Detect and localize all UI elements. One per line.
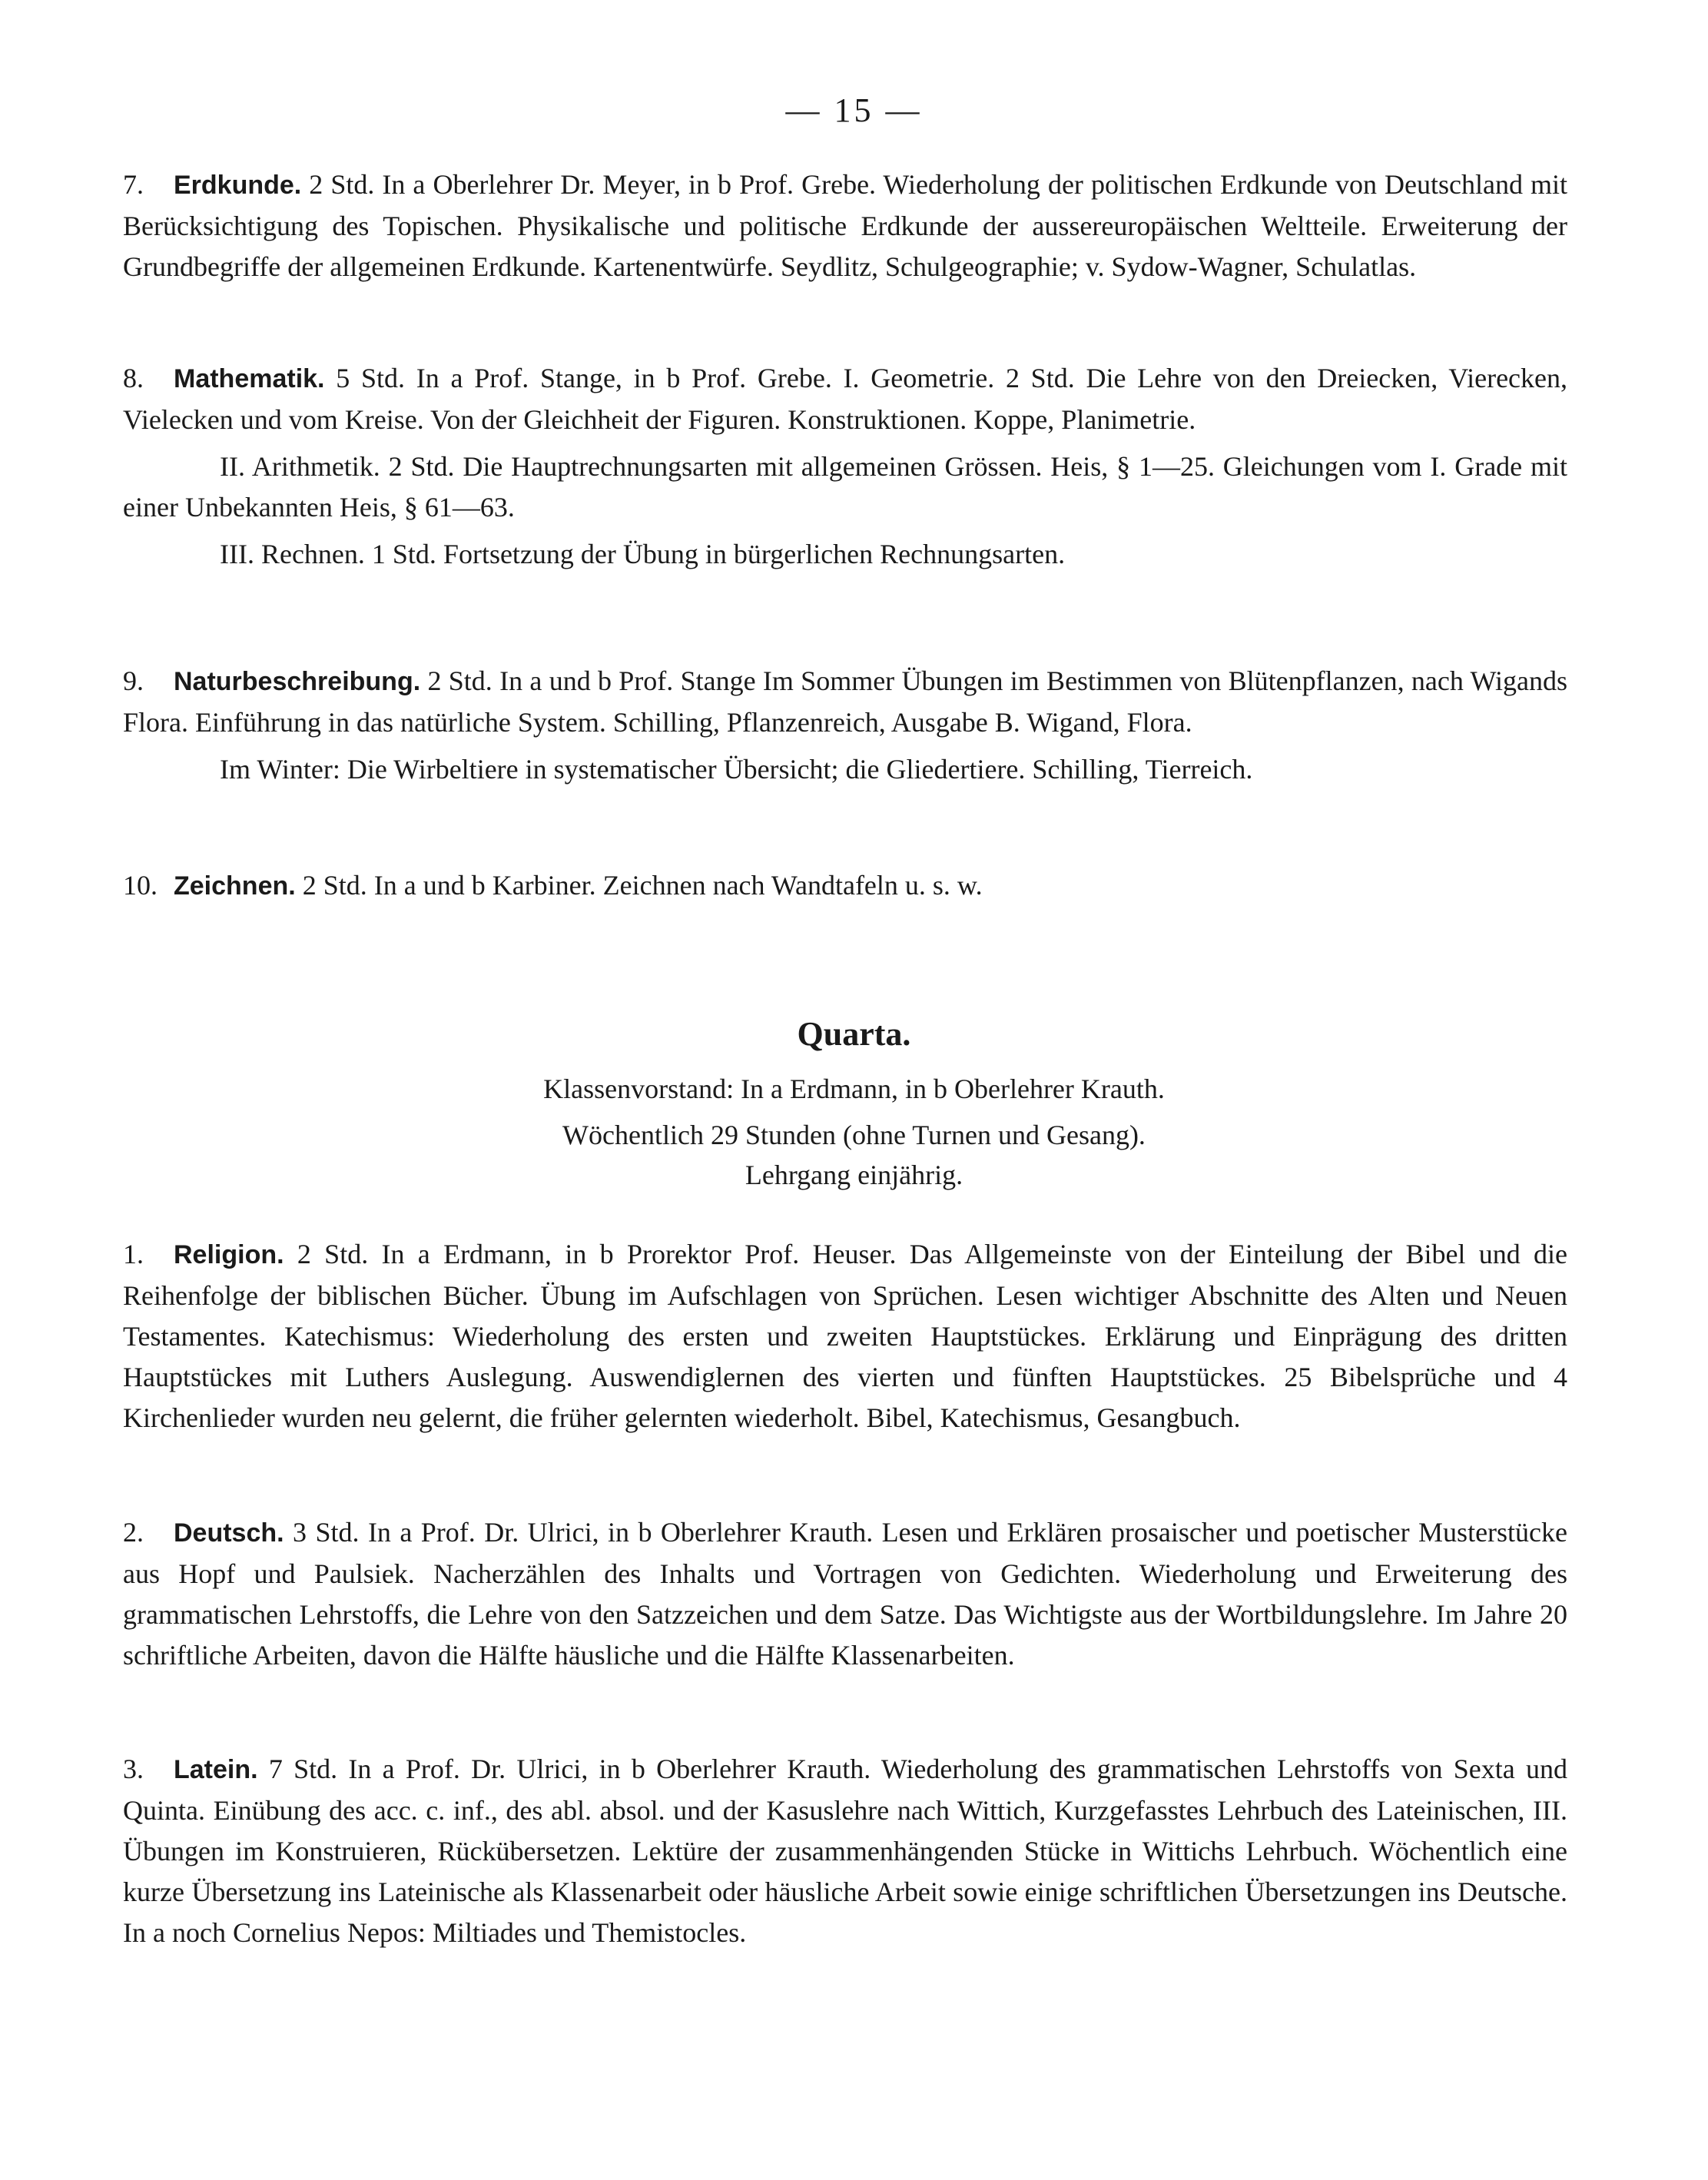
subject-hours: 3 Std. (293, 1517, 360, 1548)
entry-number: 1. (123, 1239, 144, 1269)
entry-number: 7. (123, 169, 144, 200)
subject-hours: 2 Std. (297, 1239, 369, 1269)
klassenvorstand-line: Klassenvorstand: In a Erdmann, in b Oberlehrer Krauth. (543, 1073, 1165, 1104)
subject-title: Zeichnen. (174, 871, 296, 901)
subject-entry-latein (123, 1749, 1567, 1953)
entry-number: 8. (123, 363, 144, 393)
subject-hours: 2 Std. (302, 870, 367, 901)
page-number: — 15 — (785, 91, 923, 129)
subject-title: Mathematik. (174, 364, 325, 393)
entry-text: In a Erdmann, in b Prorektor Prof. Heuser. Das Allgemeinste von der Einteilung der Bibel und die Reihenfolge der biblischen Bücher. Übung im Aufschlagen von Sprüchen. Lesen wichtiger Abschnitte des Alten und Neuen Testamentes. Katechismus: Wiederholung des ersten und zweiten Hauptstückes. Erklärung und Einprägung des dritten Hauptstückes mit Luthers Auslegung. Auswendiglernen des vierten und fünften Hauptstückes. 25 Bibelsprüche und 4 Kirchenlieder wurden neu gelernt, die früher gelernten wiederholt. Bibel, Katechismus, Gesangbuch. (123, 1239, 1568, 1433)
subject-hours: 2 Std. (427, 665, 493, 696)
lehrgang-line: Lehrgang einjährig. (745, 1160, 963, 1190)
subject-hours: 5 Std. (336, 363, 406, 393)
entry-paragraph (123, 1749, 1567, 1953)
subject-entry-erdkunde (123, 164, 1567, 287)
entry-text: In a Prof. Stange, in b Prof. Grebe. I. Geometrie. 2 Std. Die Lehre von den Dreiecken, Vierecken, Vielecken und vom Kreise. Von der Gleichheit der Figuren. Konstruktionen. Koppe, Planimetrie. (123, 363, 1568, 435)
subject-hours: 2 Std. (309, 169, 375, 200)
subject-entry-deutsch (123, 1512, 1567, 1676)
subject-entry-religion (123, 1234, 1567, 1438)
subject-title: Religion. (174, 1240, 284, 1269)
entry-paragraph (123, 865, 1567, 907)
subject-entry-mathematik (123, 358, 1567, 575)
entry-paragraph (123, 661, 1567, 743)
subject-entry-zeichnen (123, 865, 1567, 907)
entry-number: 3. (123, 1754, 144, 1784)
entry-text: In a Prof. Dr. Ulrici, in b Oberlehrer Krauth. Lesen und Erklären prosaischer und poetischer Musterstücke aus Hopf und Paulsiek. Nacherzählen des Inhalts und Vortragen von Gedichten. Wiederholung und Erweiterung des grammatischen Lehrstoffs, die Lehre von den Satzzeichen und dem Satze. Das Wichtigste aus der Wortbildungslehre. Im Jahre 20 schriftliche Arbeiten, davon die Hälfte häusliche und die Hälfte Klassenarbeiten. (123, 1517, 1568, 1671)
subject-title: Naturbeschreibung. (174, 667, 421, 696)
entry-paragraph (123, 1512, 1567, 1676)
entry-paragraph-rechnen: III. Rechnen. 1 Std. Fortsetzung der Übung in bürgerlichen Rechnungsarten. (220, 539, 1066, 569)
subject-title: Deutsch. (174, 1518, 284, 1548)
subject-entry-naturbeschreibung (123, 661, 1567, 790)
entry-number: 10. (123, 870, 158, 901)
entry-text: In a Oberlehrer Dr. Meyer, in b Prof. Grebe. Wiederholung der politischen Erdkunde von Deutschland mit Berücksichtigung des Topischen. Physikalische und politische Erdkunde der aussereuropäischen Weltteile. Erweiterung der Grundbegriffe der allgemeinen Erdkunde. Kartenentwürfe. Seydlitz, Schulgeographie; v. Sydow-Wagner, Schulatlas. (123, 169, 1568, 282)
entry-paragraph-winter: Im Winter: Die Wirbeltiere in systematischer Übersicht; die Gliedertiere. Schilling, Tierreich. (220, 754, 1253, 785)
entry-text: In a und b Karbiner. Zeichnen nach Wandtafeln u. s. w. (373, 870, 983, 901)
entry-number: 2. (123, 1517, 144, 1548)
entry-text: In a und b Prof. Stange Im Sommer Übungen im Bestimmen von Blütenpflanzen, nach Wigands Flora. Einführung in das natürliche System. Schilling, Pflanzenreich, Ausgabe B. Wigand, Flora. (123, 665, 1568, 738)
entry-paragraph (123, 1234, 1567, 1438)
entry-text: In a Prof. Dr. Ulrici, in b Oberlehrer Krauth. Wiederholung des grammatischen Lehrstoffs von Sexta und Quinta. Einübung des acc. c. inf., des abl. absol. und der Kasuslehre nach Wittich, Kurzgefasstes Lehrbuch des Lateinischen, III. Übungen im Konstruieren, Rückübersetzen. Lektüre der zusammenhängenden Stücke in Wittichs Lehrbuch. Wöchentlich eine kurze Übersetzung ins Lateinische als Klassenarbeit oder häusliche Arbeit sowie einige schriftlichen Übersetzungen ins Deutsche. In a noch Cornelius Nepos: Miltiades und Themistocles. (123, 1754, 1568, 1948)
subject-title: Erdkunde. (174, 171, 302, 200)
section-heading-quarta: Quarta. (797, 1015, 911, 1053)
entry-paragraph (123, 358, 1567, 440)
entry-number: 9. (123, 665, 144, 696)
stunden-line: Wöchentlich 29 Stunden (ohne Turnen und Gesang). (562, 1120, 1146, 1150)
subject-title: Latein. (174, 1755, 258, 1784)
entry-paragraph (123, 164, 1567, 287)
entry-paragraph-arithmetik: II. Arithmetik. 2 Std. Die Hauptrechnungsarten mit allgemeinen Grössen. Heis, § 1—25. Gleichungen vom I. Grade mit einer Unbekannten Heis, § 61—63. (123, 451, 1567, 523)
subject-hours: 7 Std. (268, 1754, 338, 1784)
